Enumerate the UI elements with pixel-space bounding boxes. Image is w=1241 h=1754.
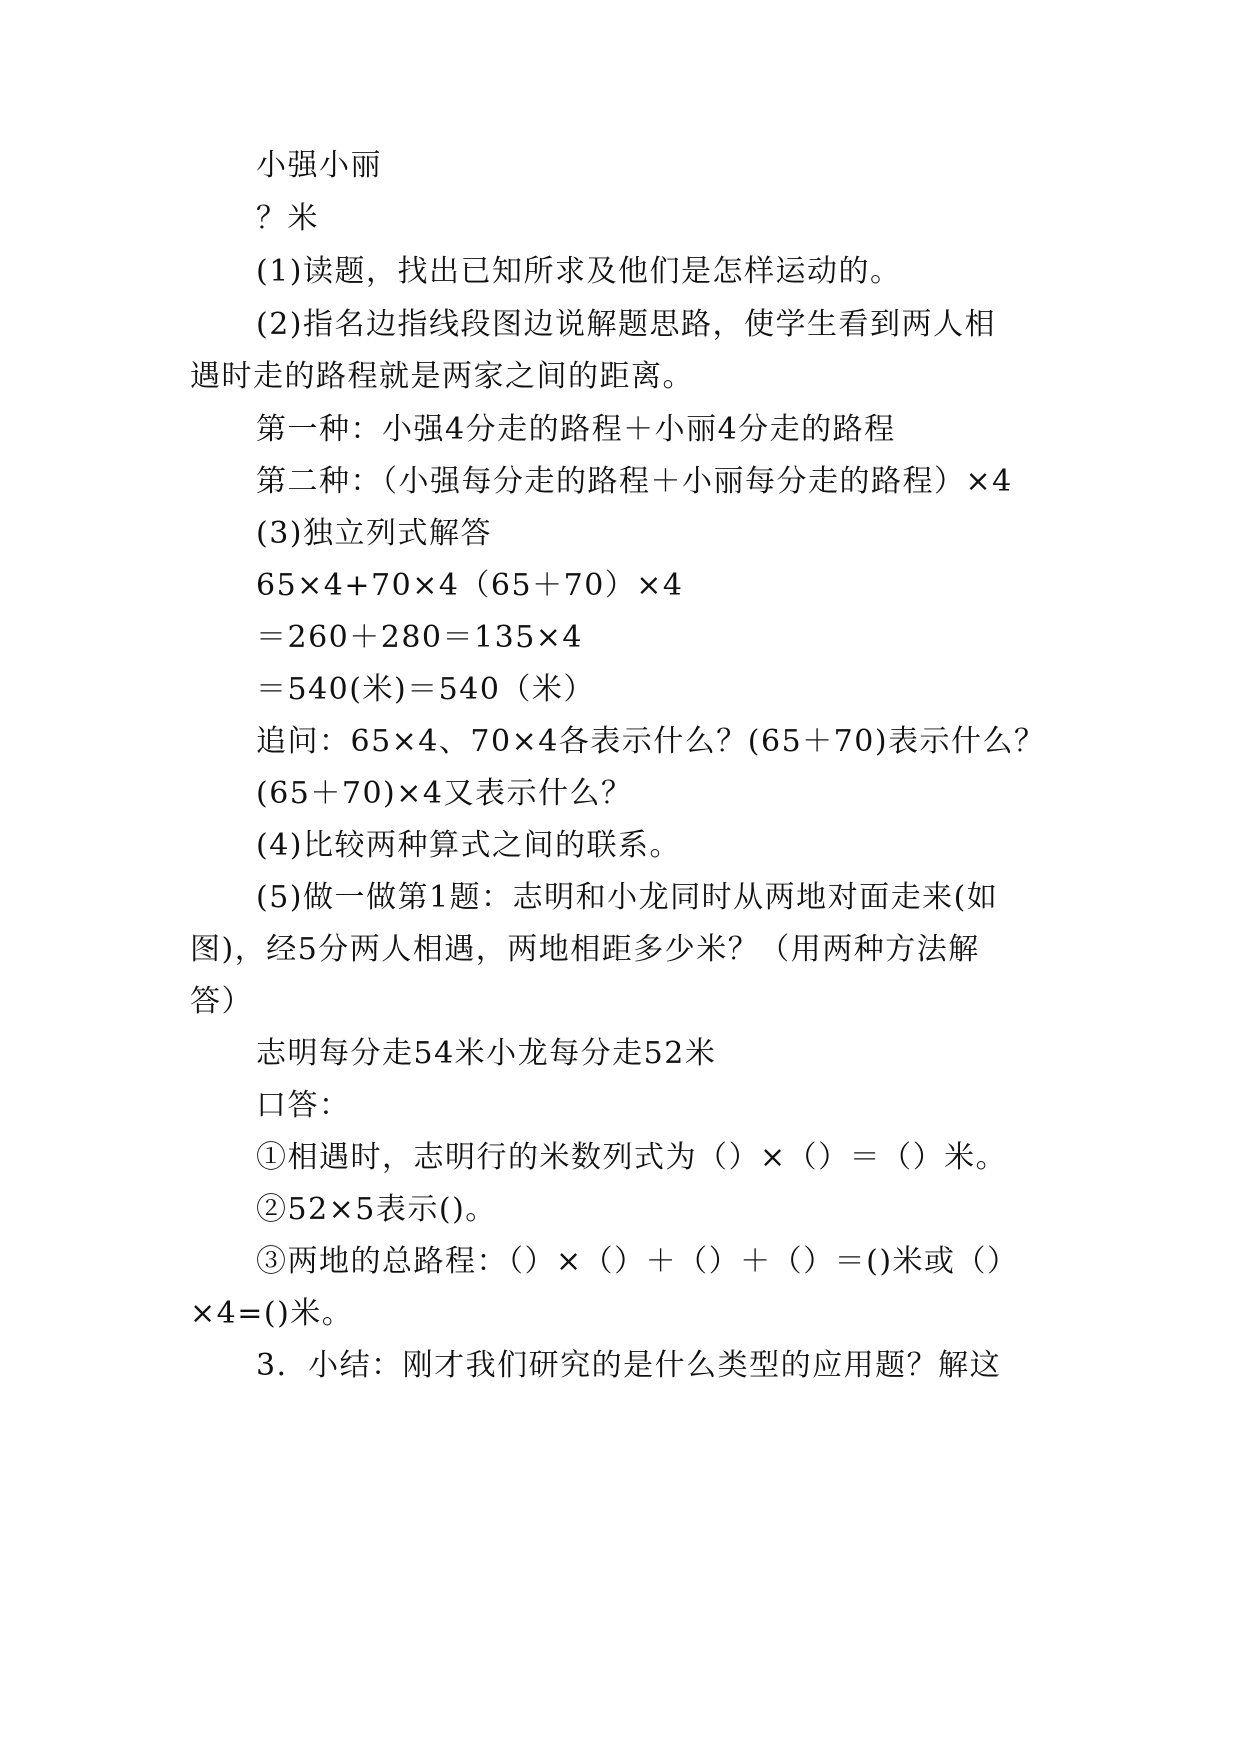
text-line: (1)读题，找出已知所求及他们是怎样运动的。 bbox=[256, 254, 902, 289]
text-line: 口答： bbox=[256, 1088, 351, 1123]
text-line: 第一种：小强4分走的路程＋小丽4分走的路程 bbox=[256, 412, 896, 447]
text-line: 图)，经5分两人相遇，两地相距多少米？（用两种方法解 bbox=[190, 932, 980, 967]
text-line: ②52×5表示()。 bbox=[256, 1192, 497, 1227]
text-line: ＝540(米)＝540（米） bbox=[256, 672, 595, 707]
text-line: ×4=()米。 bbox=[190, 1296, 354, 1331]
text-line: (65＋70)×4又表示什么？ bbox=[256, 776, 633, 811]
text-line: ①相遇时，志明行的米数列式为（）×（）＝（）米。 bbox=[256, 1140, 1008, 1175]
text-line: 志明每分走54米小龙每分走52米 bbox=[256, 1036, 717, 1071]
text-line: 小强小丽 bbox=[256, 148, 382, 183]
text-line: 第二种：（小强每分走的路程＋小丽每分走的路程）×4 bbox=[256, 464, 1013, 499]
text-line: (2)指名边指线段图边说解题思路，使学生看到两人相 bbox=[256, 307, 996, 342]
text-line: 遇时走的路程就是两家之间的距离。 bbox=[190, 359, 694, 394]
text-line: ？米 bbox=[256, 201, 319, 236]
text-line: ＝260＋280＝135×4 bbox=[256, 620, 584, 655]
text-line: 答） bbox=[190, 984, 253, 1019]
text-line: ③两地的总路程：（）×（）＋（）＋（）＝()米或（） bbox=[256, 1244, 1019, 1279]
text-line: (4)比较两种算式之间的联系。 bbox=[256, 828, 681, 863]
text-line: 追问：65×4、70×4各表示什么？(65＋70)表示什么？ bbox=[256, 724, 1046, 759]
text-line: (5)做一做第1题：志明和小龙同时从两地对面走来(如 bbox=[256, 880, 999, 915]
text-line: 3．小结：刚才我们研究的是什么类型的应用题？解这 bbox=[256, 1348, 1002, 1383]
text-line: 65×4+70×4（65＋70）×4 bbox=[256, 568, 684, 603]
text-line: (3)独立列式解答 bbox=[256, 516, 492, 551]
